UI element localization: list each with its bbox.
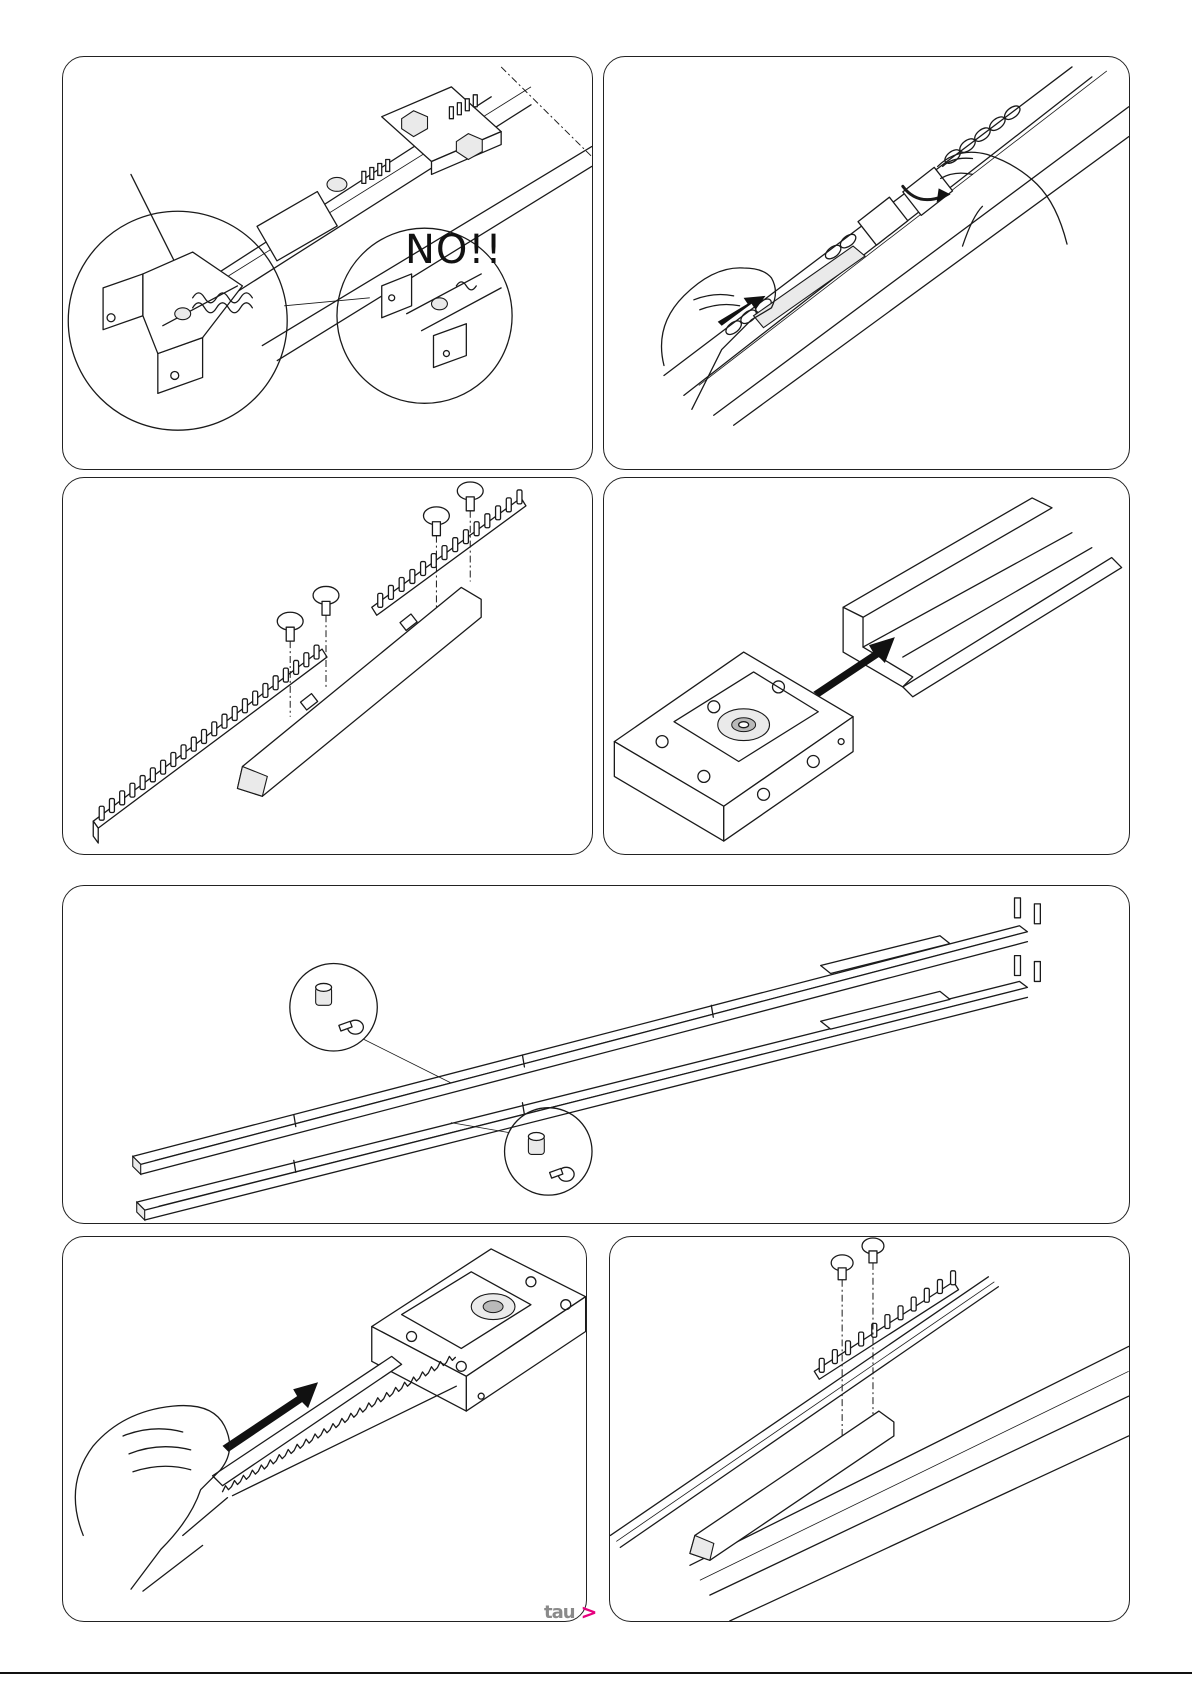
- rack-tooth: [885, 1315, 890, 1329]
- rack-tooth: [99, 806, 104, 820]
- rail-lower: [137, 981, 1028, 1220]
- brand-logo: tau: [544, 1601, 575, 1623]
- rack-tooth: [517, 490, 522, 504]
- bottom-rule: [0, 1672, 1192, 1674]
- rack-tooth: [431, 554, 436, 568]
- rack-tooth: [273, 676, 278, 690]
- screw-detail-circle: [290, 964, 377, 1051]
- rack-tooth: [314, 645, 319, 659]
- rack-tooth: [846, 1341, 851, 1355]
- rack-tooth: [496, 506, 501, 520]
- rack-tooth: [222, 714, 227, 728]
- footer-logo: [544, 1600, 597, 1624]
- rack-tooth: [181, 745, 186, 759]
- rack-tooth: [421, 562, 426, 576]
- rack-tooth: [191, 737, 196, 751]
- brand-chevron: >: [580, 1600, 598, 1624]
- rack-tooth: [859, 1332, 864, 1346]
- left-hand-icon: [661, 268, 775, 409]
- rack-tooth: [951, 1271, 956, 1285]
- screw-icon: [550, 1167, 575, 1181]
- panel-rack-on-rail: [609, 1236, 1130, 1622]
- rail-pair-illustration: [63, 886, 1129, 1223]
- rack-tooth: [388, 585, 393, 599]
- rail-insertion-illustration: [604, 478, 1129, 854]
- hand-icon: [75, 1406, 229, 1590]
- rack-tooth: [140, 776, 145, 790]
- rack-assembly-illustration: [63, 478, 592, 854]
- rack-tooth: [294, 660, 299, 674]
- rack-tooth: [410, 570, 415, 584]
- panel-chain-tightening: [603, 56, 1130, 470]
- screw-icon: [277, 612, 303, 716]
- rack-tooth: [232, 706, 237, 720]
- rack-tooth: [171, 753, 176, 767]
- panel-rack-pull: [62, 1236, 587, 1622]
- head-bracket: [614, 652, 853, 841]
- rack-tooth: [898, 1306, 903, 1320]
- screw-icon: [339, 1020, 364, 1034]
- rack-tooth: [378, 593, 383, 607]
- rack-tooth: [202, 730, 207, 744]
- rack-tooth: [242, 699, 247, 713]
- rack-tooth: [442, 546, 447, 560]
- rack-tooth: [399, 577, 404, 591]
- panel-rack-assembly: [62, 477, 593, 855]
- rack-on-rail-illustration: [610, 1237, 1129, 1621]
- rack-tooth: [911, 1297, 916, 1311]
- chain-tightening-illustration: [604, 57, 1129, 469]
- rack-teeth-upper: [378, 490, 522, 607]
- rack-tooth: [937, 1280, 942, 1294]
- rack-tooth: [304, 653, 309, 667]
- panel-rail-pair: [62, 885, 1130, 1224]
- rack-pull-illustration: [63, 1237, 586, 1621]
- rack-tooth: [485, 514, 490, 528]
- panel-rail-insertion: [603, 477, 1130, 855]
- rail-profile: [843, 498, 1122, 697]
- screw-icon: [862, 1238, 884, 1414]
- rack-tooth: [819, 1358, 824, 1372]
- rack-joint-block: [690, 1411, 894, 1560]
- rack-tooth: [120, 791, 125, 805]
- rack-tooth: [283, 668, 288, 682]
- rack-tooth: [453, 538, 458, 552]
- rack-tooth: [263, 683, 268, 697]
- rack-tooth: [924, 1288, 929, 1302]
- rack-tooth: [463, 530, 468, 544]
- rack-tooth: [832, 1350, 837, 1364]
- rack-tooth: [130, 783, 135, 797]
- rail-upper: [133, 926, 1028, 1175]
- rack-tooth: [474, 522, 479, 536]
- rack-tooth: [253, 691, 258, 705]
- head-bracket: [372, 1249, 586, 1411]
- warning-text: NO!!: [405, 227, 503, 273]
- rack-tooth: [109, 799, 114, 813]
- spring-tension-illustration: [63, 57, 592, 469]
- panel-spring-tension: [62, 56, 593, 470]
- rack-tooth: [212, 722, 217, 736]
- rack-tooth: [161, 760, 166, 774]
- screw-detail-circle: [505, 1108, 592, 1195]
- rack-tooth: [506, 498, 511, 512]
- screw-icon: [313, 586, 339, 686]
- rack-tooth: [150, 768, 155, 782]
